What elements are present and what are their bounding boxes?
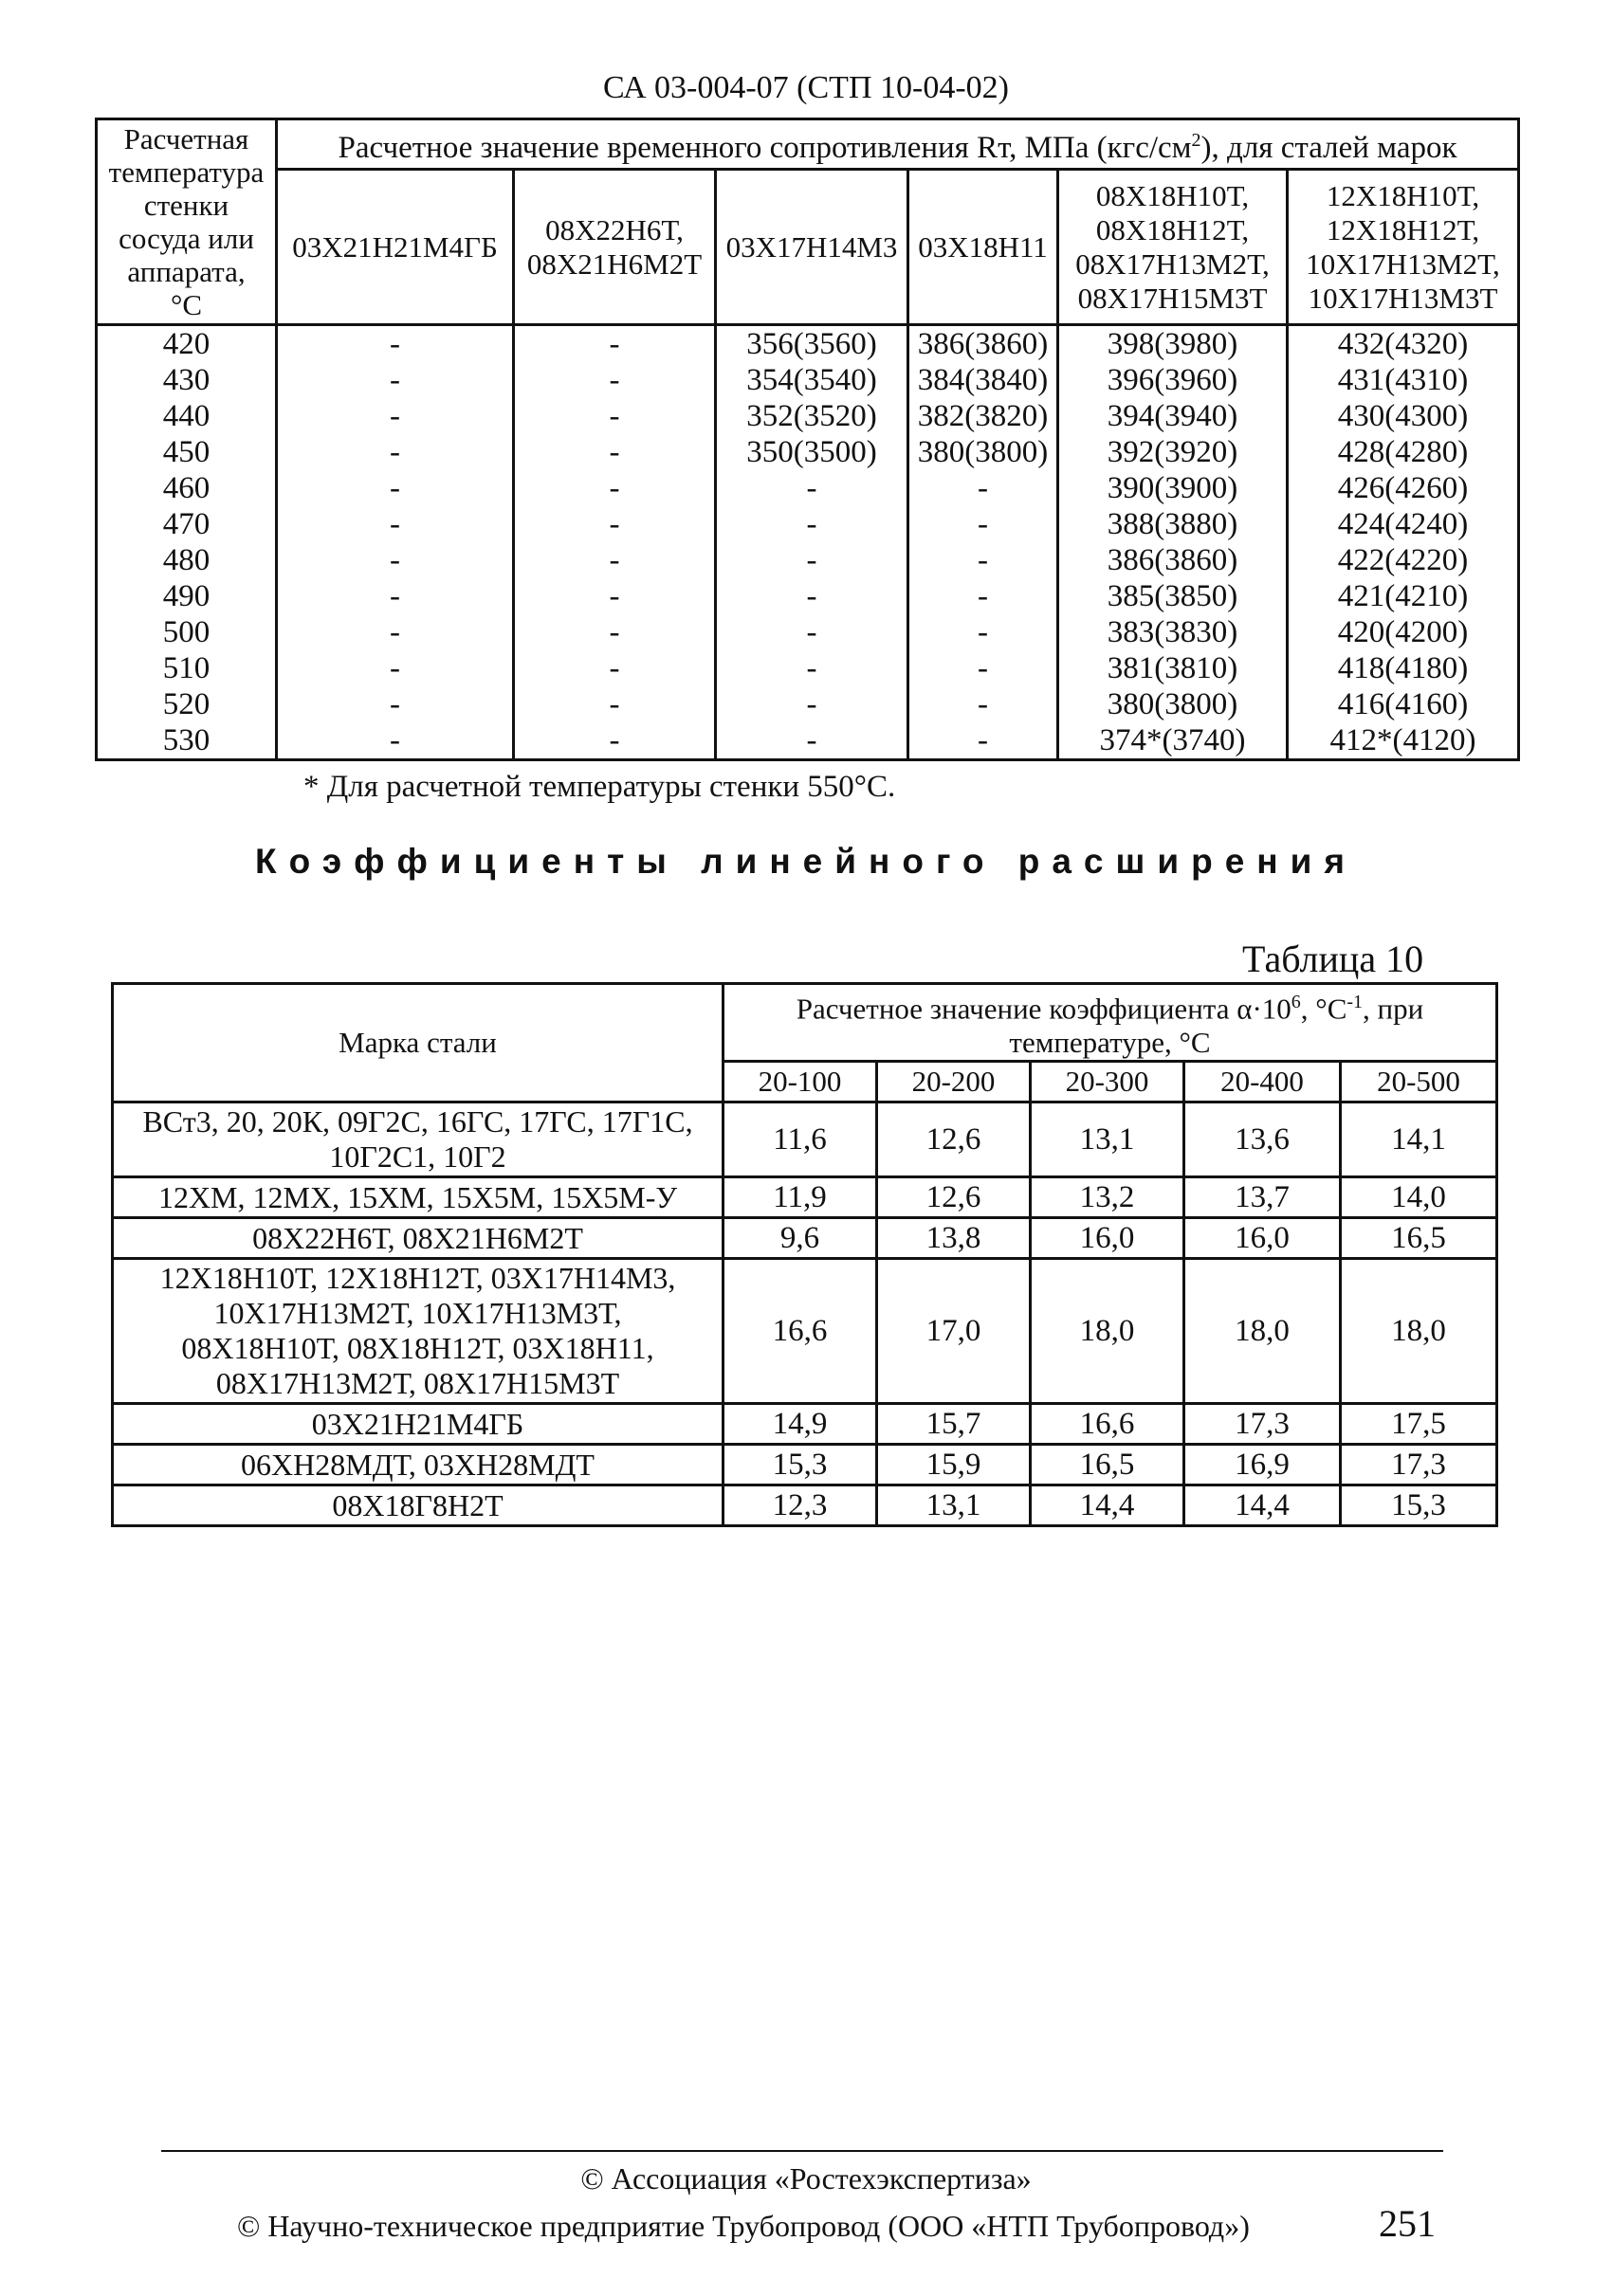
- coefficient-value-cell: 16,9: [1184, 1445, 1341, 1485]
- footer-divider: [161, 2150, 1443, 2152]
- steel-grade-cell: [113, 1177, 724, 1218]
- strength-value-cell: -: [514, 325, 716, 363]
- coefficient-value-cell: 16,5: [1341, 1218, 1497, 1259]
- coefficient-value-cell: 16,5: [1031, 1445, 1184, 1485]
- temperature-cell: 520: [97, 686, 277, 722]
- table-row: [113, 1218, 1497, 1259]
- steel-grade-line: 08Х18Г8Н2Т: [332, 1487, 504, 1522]
- strength-value-cell: 388(3880): [1058, 506, 1288, 542]
- table-row: [97, 325, 1519, 363]
- temperature-column-header: Расчетная температура стенки сосуда или аппарата, °С: [97, 119, 277, 325]
- strength-value-cell: -: [908, 470, 1058, 506]
- grade-header-03x17n14m3: 03Х17Н14М3: [716, 170, 908, 325]
- grade-header-03x21n21m4gb: 03Х21Н21М4ГБ: [277, 170, 514, 325]
- coefficient-value-cell: 17,3: [1341, 1445, 1497, 1485]
- temperature-cell: 490: [97, 578, 277, 614]
- strength-value-cell: -: [514, 650, 716, 686]
- strength-value-cell: -: [716, 722, 908, 760]
- strength-value-cell: 416(4160): [1288, 686, 1519, 722]
- page-number: 251: [1379, 2202, 1436, 2245]
- steel-grade-line: 06ХН28МДТ, 03ХН28МДТ: [241, 1447, 595, 1482]
- coefficient-value-cell: 14,4: [1031, 1485, 1184, 1526]
- strength-value-cell: 386(3860): [908, 325, 1058, 363]
- footnote: * Для расчетной температуры стенки 550°С.: [303, 770, 896, 804]
- strength-value-cell: -: [514, 542, 716, 578]
- table-row: [113, 1177, 1497, 1218]
- strength-value-cell: -: [514, 686, 716, 722]
- coefficient-value-cell: 11,9: [724, 1177, 877, 1218]
- temperature-cell: 510: [97, 650, 277, 686]
- table-number: Таблица 10: [1242, 938, 1424, 980]
- strength-value-cell: 380(3800): [908, 434, 1058, 470]
- strength-value-cell: -: [277, 722, 514, 760]
- tensile-strength-table: [95, 118, 1520, 761]
- strength-value-cell: 386(3860): [1058, 542, 1288, 578]
- document-code-header: СА 03-004-07 (СТП 10-04-02): [603, 70, 1009, 105]
- steel-grade-cell: [113, 1218, 724, 1259]
- strength-value-cell: -: [514, 722, 716, 760]
- footer-copyright-association: © Ассоциация «Ростехэкспертиза»: [580, 2161, 1032, 2196]
- strength-value-cell: 392(3920): [1058, 434, 1288, 470]
- temperature-cell: 500: [97, 614, 277, 650]
- strength-value-cell: -: [277, 686, 514, 722]
- table-row: [113, 1102, 1497, 1177]
- coefficient-value-cell: 13,2: [1031, 1177, 1184, 1218]
- coefficient-value-cell: 16,0: [1031, 1218, 1184, 1259]
- section-title: Коэффициенты линейного расширения: [255, 842, 1357, 881]
- coefficient-value-cell: 18,0: [1184, 1259, 1341, 1404]
- steel-grade-cell: [113, 1485, 724, 1526]
- strength-value-cell: 420(4200): [1288, 614, 1519, 650]
- coefficient-value-cell: 17,3: [1184, 1404, 1341, 1445]
- strength-value-cell: -: [908, 542, 1058, 578]
- range-header: 20-100: [724, 1062, 877, 1102]
- steel-grade-header: Марка стали: [113, 984, 724, 1102]
- strength-value-cell: 412*(4120): [1288, 722, 1519, 760]
- strength-value-cell: -: [277, 650, 514, 686]
- table-row: [113, 1485, 1497, 1526]
- strength-value-cell: 382(3820): [908, 398, 1058, 434]
- strength-value-cell: -: [277, 434, 514, 470]
- expansion-coefficient-table: [111, 982, 1498, 1527]
- strength-value-cell: 352(3520): [716, 398, 908, 434]
- strength-value-cell: -: [277, 614, 514, 650]
- table-row: [97, 614, 1519, 650]
- grade-header-08x18n10t: 08Х18Н10Т, 08Х18Н12Т, 08Х17Н13М2Т, 08Х17Н15М3Т: [1058, 170, 1288, 325]
- strength-value-cell: 356(3560): [716, 325, 908, 363]
- steel-grade-line: ВСт3, 20, 20К, 09Г2С, 16ГС, 17ГС, 17Г1С,: [142, 1104, 693, 1139]
- strength-value-cell: 380(3800): [1058, 686, 1288, 722]
- strength-value-cell: 422(4220): [1288, 542, 1519, 578]
- steel-grade-line: 10Х17Н13М2Т, 10Х17Н13М3Т,: [213, 1296, 622, 1331]
- strength-value-cell: -: [514, 506, 716, 542]
- strength-value-cell: -: [277, 398, 514, 434]
- coefficient-value-cell: 15,3: [724, 1445, 877, 1485]
- strength-value-cell: 432(4320): [1288, 325, 1519, 363]
- temperature-cell: 450: [97, 434, 277, 470]
- steel-grade-cell: [113, 1259, 724, 1404]
- strength-value-cell: -: [514, 614, 716, 650]
- coefficient-value-cell: 14,1: [1341, 1102, 1497, 1177]
- strength-value-cell: -: [908, 506, 1058, 542]
- strength-value-cell: 426(4260): [1288, 470, 1519, 506]
- strength-value-cell: -: [716, 650, 908, 686]
- strength-value-cell: 385(3850): [1058, 578, 1288, 614]
- steel-grade-cell: [113, 1102, 724, 1177]
- tensile-strength-table-body: [97, 325, 1519, 760]
- table-row: [97, 542, 1519, 578]
- range-header: 20-300: [1031, 1062, 1184, 1102]
- steel-grade-cell: [113, 1404, 724, 1445]
- strength-value-cell: 383(3830): [1058, 614, 1288, 650]
- table-row: [97, 722, 1519, 760]
- strength-value-cell: 381(3810): [1058, 650, 1288, 686]
- strength-value-cell: -: [277, 362, 514, 398]
- strength-value-cell: 374*(3740): [1058, 722, 1288, 760]
- strength-value-cell: 398(3980): [1058, 325, 1288, 363]
- strength-value-cell: 428(4280): [1288, 434, 1519, 470]
- coefficient-value-cell: 15,7: [877, 1404, 1031, 1445]
- table-row: [113, 1445, 1497, 1485]
- strength-value-cell: 390(3900): [1058, 470, 1288, 506]
- coefficient-value-cell: 16,6: [1031, 1404, 1184, 1445]
- strength-value-cell: -: [908, 650, 1058, 686]
- coefficient-value-cell: 15,9: [877, 1445, 1031, 1485]
- coefficient-group-header: Расчетное значение коэффициента $\alpha\cdot 10^6$, $^\circ С^{-1}$, при температуре, °С: [724, 984, 1497, 1062]
- strength-value-cell: 396(3960): [1058, 362, 1288, 398]
- strength-value-cell: -: [716, 614, 908, 650]
- coefficient-value-cell: 11,6: [724, 1102, 877, 1177]
- steel-grade-line: 12ХМ, 12МХ, 15ХМ, 15Х5М, 15Х5М-У: [157, 1179, 678, 1214]
- strength-value-cell: 418(4180): [1288, 650, 1519, 686]
- coefficient-value-cell: 18,0: [1341, 1259, 1497, 1404]
- temperature-cell: 420: [97, 325, 277, 363]
- strength-value-cell: -: [716, 542, 908, 578]
- coefficient-value-cell: 13,1: [877, 1485, 1031, 1526]
- strength-value-cell: -: [716, 506, 908, 542]
- strength-value-cell: 384(3840): [908, 362, 1058, 398]
- coefficient-value-cell: 17,5: [1341, 1404, 1497, 1445]
- coefficient-value-cell: 12,6: [877, 1177, 1031, 1218]
- coefficient-value-cell: 17,0: [877, 1259, 1031, 1404]
- expansion-coefficient-table-body: [113, 1102, 1497, 1526]
- temperature-cell: 480: [97, 542, 277, 578]
- coefficient-value-cell: 14,0: [1341, 1177, 1497, 1218]
- strength-value-cell: -: [514, 470, 716, 506]
- footer-copyright-company: © Научно-техническое предприятие Трубопровод (ООО «НТП Трубопровод»): [237, 2209, 1250, 2243]
- coefficient-value-cell: 13,6: [1184, 1102, 1341, 1177]
- strength-value-cell: -: [277, 470, 514, 506]
- strength-value-cell: 394(3940): [1058, 398, 1288, 434]
- steel-grade-line: 12Х18Н10Т, 12Х18Н12Т, 03Х17Н14М3,: [159, 1261, 676, 1296]
- grade-header-08x22n6t: 08Х22Н6Т, 08Х21Н6М2Т: [514, 170, 716, 325]
- table-row: [113, 1259, 1497, 1404]
- temperature-cell: 440: [97, 398, 277, 434]
- coefficient-value-cell: 14,9: [724, 1404, 877, 1445]
- steel-grade-cell: [113, 1445, 724, 1485]
- steel-grade-line: 08Х17Н13М2Т, 08Х17Н15М3Т: [215, 1366, 620, 1401]
- coefficient-value-cell: 9,6: [724, 1218, 877, 1259]
- table-row: [113, 1404, 1497, 1445]
- coefficient-value-cell: 12,6: [877, 1102, 1031, 1177]
- steel-grade-line: 10Г2С1, 10Г2: [329, 1139, 506, 1175]
- coefficient-value-cell: 13,7: [1184, 1177, 1341, 1218]
- strength-value-cell: -: [908, 614, 1058, 650]
- strength-value-cell: -: [716, 578, 908, 614]
- temperature-cell: 460: [97, 470, 277, 506]
- strength-value-cell: -: [277, 325, 514, 363]
- strength-value-cell: -: [514, 578, 716, 614]
- coefficient-value-cell: 14,4: [1184, 1485, 1341, 1526]
- range-header: 20-400: [1184, 1062, 1341, 1102]
- strength-value-cell: 431(4310): [1288, 362, 1519, 398]
- grade-header-12x18n10t: 12Х18Н10Т, 12Х18Н12Т, 10Х17Н13М2Т, 10Х17Н13М3Т: [1288, 170, 1519, 325]
- strength-value-cell: -: [716, 470, 908, 506]
- temperature-cell: 430: [97, 362, 277, 398]
- table-row: [97, 470, 1519, 506]
- temperature-cell: 530: [97, 722, 277, 760]
- steel-grade-line: 08Х18Н10Т, 08Х18Н12Т, 03Х18Н11,: [181, 1331, 654, 1366]
- temperature-cell: 470: [97, 506, 277, 542]
- strength-value-cell: -: [514, 362, 716, 398]
- strength-value-cell: -: [277, 542, 514, 578]
- coefficient-value-cell: 13,1: [1031, 1102, 1184, 1177]
- table-row: [97, 398, 1519, 434]
- grade-header-03x18n11: 03Х18Н11: [908, 170, 1058, 325]
- steel-grade-line: 03Х21Н21М4ГБ: [311, 1406, 524, 1441]
- strength-value-cell: -: [908, 686, 1058, 722]
- strength-value-cell: -: [277, 578, 514, 614]
- tensile-strength-group-header: Расчетное значение временного сопротивления Rт, МПа $(кгс/см^2)$, для сталей марок: [277, 119, 1519, 170]
- coefficient-value-cell: 18,0: [1031, 1259, 1184, 1404]
- table-row: [97, 686, 1519, 722]
- table-row: [97, 362, 1519, 398]
- strength-value-cell: 430(4300): [1288, 398, 1519, 434]
- strength-value-cell: -: [908, 722, 1058, 760]
- strength-value-cell: 350(3500): [716, 434, 908, 470]
- table-row: [97, 434, 1519, 470]
- steel-grade-line: 08Х22Н6Т, 08Х21Н6М2Т: [252, 1220, 583, 1255]
- table-row: [97, 578, 1519, 614]
- coefficient-value-cell: 16,0: [1184, 1218, 1341, 1259]
- strength-value-cell: -: [277, 506, 514, 542]
- strength-value-cell: -: [514, 434, 716, 470]
- strength-value-cell: -: [514, 398, 716, 434]
- coefficient-value-cell: 15,3: [1341, 1485, 1497, 1526]
- coefficient-value-cell: 16,6: [724, 1259, 877, 1404]
- coefficient-value-cell: 12,3: [724, 1485, 877, 1526]
- strength-value-cell: 354(3540): [716, 362, 908, 398]
- table-row: [97, 650, 1519, 686]
- table-row: [97, 506, 1519, 542]
- strength-value-cell: -: [716, 686, 908, 722]
- range-header: 20-200: [877, 1062, 1031, 1102]
- coefficient-value-cell: 13,8: [877, 1218, 1031, 1259]
- range-header: 20-500: [1341, 1062, 1497, 1102]
- strength-value-cell: 421(4210): [1288, 578, 1519, 614]
- strength-value-cell: -: [908, 578, 1058, 614]
- strength-value-cell: 424(4240): [1288, 506, 1519, 542]
